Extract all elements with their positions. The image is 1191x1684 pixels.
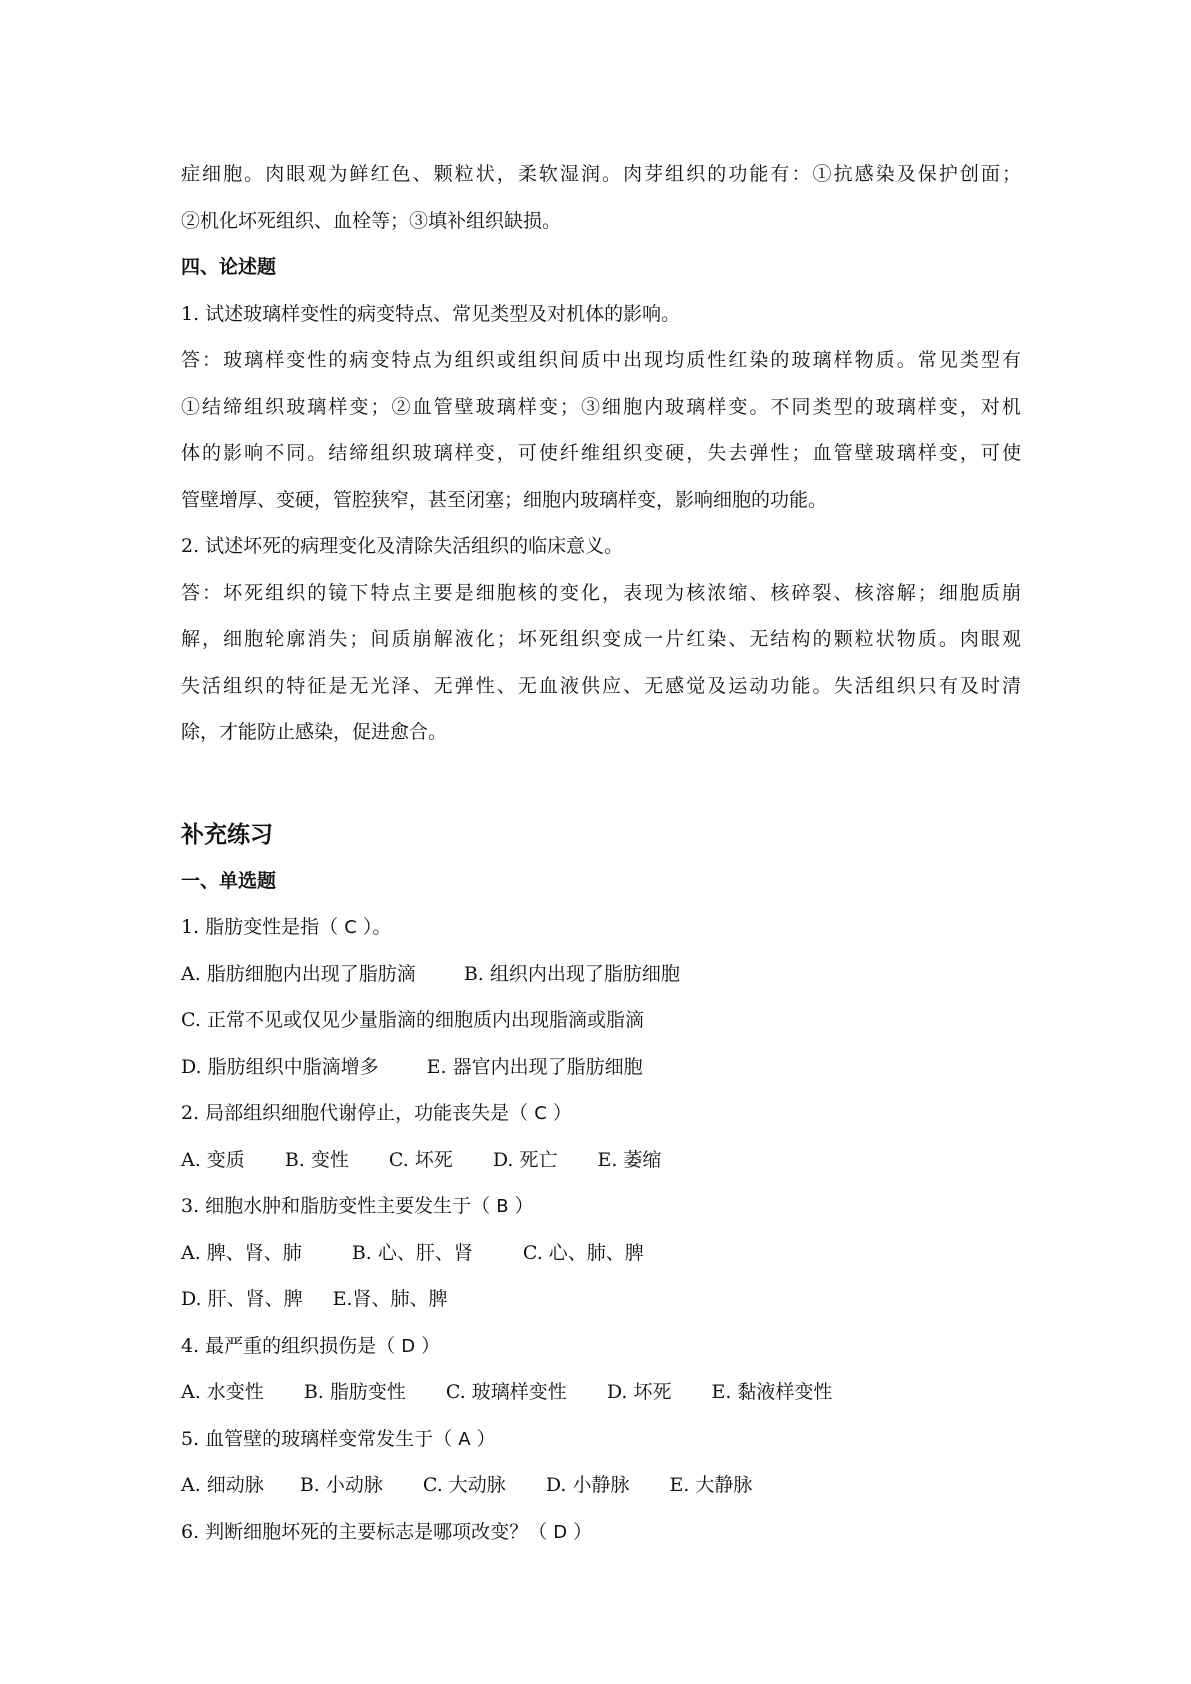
option-item: E. 大静脉 [669,1474,753,1496]
answer-letter: C [344,917,357,938]
question-text: 1. 脂肪变性是指（ [181,916,345,938]
question-text-end: ） [567,1520,593,1543]
question-text: 2. 局部组织细胞代谢停止，功能丧失是（ [181,1102,535,1124]
question-text: 3. 细胞水肿和脂肪变性主要发生于（ [181,1195,497,1217]
question-text: 6. 判断细胞坏死的主要标志是哪项改变？（ [181,1520,554,1543]
question-stem [181,904,1021,951]
answer-letter: D [553,1521,568,1543]
paragraph-line: ①结缔组织玻璃样变；②血管壁玻璃样变；③细胞内玻璃样变。不同类型的玻璃样变，对机 [181,395,1021,418]
option-item: C. 心、肺、脾 [522,1241,644,1264]
essay-answer-1 [181,337,1021,523]
option-item: D. 肝、肾、脾 [181,1288,303,1310]
option-item: A. 脾、肾、肺 [181,1241,302,1264]
option-item: B. 小动脉 [299,1474,383,1496]
option-item: A. 细动脉 [181,1474,264,1496]
option-item: D. 小静脉 [545,1474,630,1496]
option-row [181,1276,1021,1323]
option-row [181,1369,1021,1416]
question-text-end: ） [470,1427,496,1450]
option-item: A. 水变性 [181,1381,264,1403]
paragraph-line: 答：玻璃样变性的病变特点为组织或组织间质中出现均质性红染的玻璃样物质。常见类型有 [181,349,1021,371]
option-item: B. 变性 [284,1148,349,1171]
option-item: B. 组织内出现了脂肪细胞 [463,962,680,985]
paragraph-line: 除，才能防止感染，促进愈合。 [181,721,448,743]
option-item: E. 器官内出现了脂肪细胞 [426,1055,643,1078]
question-stem [181,1090,1021,1137]
essay-question-1: 1. 试述玻璃样变性的病变特点、常见类型及对机体的影响。 [181,302,681,325]
option-item: D. 脂肪组织中脂滴增多 [181,1055,379,1078]
paragraph-line: 体的影响不同。结缔组织玻璃样变，可使纤维组织变硬，失去弹性；血管壁玻璃样变，可使 [181,442,1021,464]
supplement-title: 补充练习 [181,821,273,848]
option-item: E.肾、肺、脾 [332,1288,448,1310]
question-text-end: ）。 [356,916,392,938]
question-list [181,904,1021,1555]
paragraph-line: 管壁增厚、变硬，管腔狭窄，甚至闭塞；细胞内玻璃样变，影响细胞的功能。 [181,488,828,511]
question-stem [181,1323,1021,1370]
option-item: E. 黏液样变性 [711,1381,833,1403]
question-text-end: ） [546,1102,572,1124]
option-item: B. 脂肪变性 [303,1381,406,1403]
question-stem [181,1416,1021,1463]
option-row [181,1230,1021,1277]
option-item: A. 脂肪细胞内出现了脂肪滴 [181,962,416,985]
option-row [181,1137,1021,1184]
question-text-end: ） [508,1195,534,1217]
question-stem [181,1183,1021,1230]
essay-question-2: 2. 试述坏死的病理变化及清除失活组织的临床意义。 [181,535,624,557]
section-heading-essay: 四、论述题 [181,256,277,278]
option-row [181,997,1021,1044]
page-content [181,151,1021,1555]
intro-paragraph [181,151,1021,244]
option-item: A. 变质 [181,1148,245,1171]
option-row [181,951,1021,998]
option-item: E. 萎缩 [597,1148,662,1171]
paragraph-line: 失活组织的特征是无光泽、无弹性、无血液供应、无感觉及运动功能。失活组织只有及时清 [181,674,1021,697]
option-item: C. 正常不见或仅见少量脂滴的细胞质内出现脂滴或脂滴 [181,1009,644,1031]
question-text-end: ） [415,1334,441,1357]
essay-answer-2 [181,570,1021,756]
answer-letter: A [458,1428,471,1450]
answer-letter: B [496,1196,509,1217]
option-item: D. 死亡 [492,1148,558,1171]
question-text: 4. 最严重的组织损伤是（ [181,1334,402,1357]
option-item: C. 大动脉 [422,1474,506,1496]
paragraph-line: ②机化坏死组织、血栓等；③填补组织缺损。 [181,209,562,232]
paragraph-line: 症细胞。肉眼观为鲜红色、颗粒状，柔软湿润。肉芽组织的功能有：①抗感染及保护创面； [181,163,1021,185]
option-item: C. 坏死 [388,1148,453,1171]
option-row [181,1462,1021,1509]
question-stem [181,1509,1021,1556]
option-item: D. 坏死 [606,1381,672,1403]
answer-letter: C [534,1103,547,1124]
answer-letter: D [401,1335,416,1357]
option-row [181,1044,1021,1091]
paragraph-line: 解，细胞轮廓消失；间质崩解液化；坏死组织变成一片红染、无结构的颗粒状物质。肉眼观 [181,628,1021,650]
option-item: C. 玻璃样变性 [445,1381,567,1403]
paragraph-line: 答：坏死组织的镜下特点主要是细胞核的变化，表现为核浓缩、核碎裂、核溶解；细胞质崩 [181,581,1021,604]
question-text: 5. 血管壁的玻璃样变常发生于（ [181,1427,459,1450]
option-item: B. 心、肝、肾 [351,1241,473,1264]
section-heading-single-choice: 一、单选题 [181,869,277,892]
